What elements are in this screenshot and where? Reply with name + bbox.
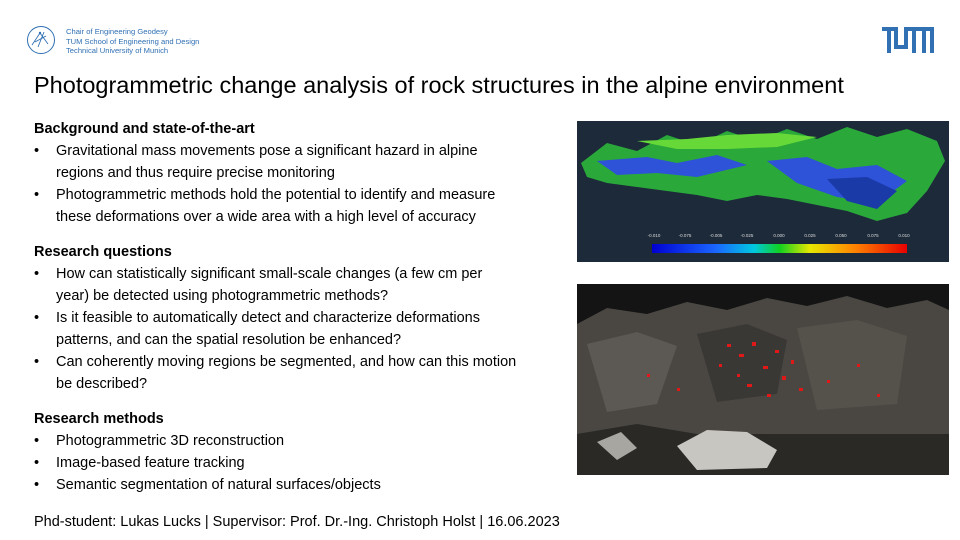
institution-line: Technical University of Munich [66, 46, 169, 56]
bullet-line: be described? [56, 376, 148, 392]
bullet-line: year) be detected using photogrammetric methods? [56, 288, 389, 304]
bullet-item [34, 263, 574, 307]
colorbar-tick-label: 0.025 [804, 233, 816, 238]
bullet-item [34, 351, 574, 395]
page-title: Photogrammetric change analysis of rock structures in the alpine environment [34, 72, 844, 98]
section-research-methods [34, 408, 574, 496]
bullet-item [34, 140, 574, 184]
content-body [34, 118, 574, 496]
colorbar-tick-label: -0.025 [740, 233, 754, 238]
bullet-item [34, 474, 574, 496]
section-research-questions [34, 241, 574, 395]
colorbar-tick-label: 0.010 [898, 233, 910, 238]
colorbar-tick-label: 0.000 [773, 233, 785, 238]
institution-line: Chair of Engineering Geodesy [66, 27, 168, 36]
university-seal-icon [26, 25, 56, 55]
bullet-line: regions and thus require precise monitoring [56, 165, 335, 181]
bullet-line: Gravitational mass movements pose a significant hazard in alpine [56, 143, 478, 159]
institution-block [66, 27, 199, 56]
colorbar-tick-label: -0.075 [678, 233, 692, 238]
institution-line: TUM School of Engineering and Design [66, 36, 200, 46]
colorbar-tick-label: -0.010 [647, 233, 661, 238]
tum-logo [882, 27, 934, 53]
bullet-item [34, 184, 574, 228]
bullet-line: Image-based feature tracking [56, 455, 245, 471]
bullet-line: patterns, and can the spatial resolution be enhanced? [56, 332, 402, 348]
bullet-item [34, 430, 574, 452]
bullet-line: Photogrammetric methods hold the potential to identify and measure [56, 187, 496, 203]
section-heading: Background and state-of-the-art [34, 121, 255, 137]
colorbar-tick-label: 0.050 [835, 233, 847, 238]
bullet-line: Can coherently moving regions be segmented, and how can this motion [56, 354, 517, 370]
rock-face-feature-tracking-image [577, 284, 949, 475]
bullet-line: Semantic segmentation of natural surfaces/objects [56, 477, 381, 493]
bullet-line: these deformations over a wide area with a high level of accuracy [56, 209, 476, 225]
bullet-line: How can statistically significant small-scale changes (a few cm per [56, 266, 483, 282]
bullet-line: Photogrammetric 3D reconstruction [56, 433, 285, 449]
colorbar [652, 244, 907, 253]
bullet-item [34, 307, 574, 351]
deformation-map-figure [577, 121, 949, 262]
section-background [34, 118, 574, 228]
bullet-item [34, 452, 574, 474]
section-heading: Research methods [34, 411, 164, 427]
section-heading: Research questions [34, 244, 172, 260]
colorbar-tick-label: 0.075 [867, 233, 879, 238]
footer-credits: Phd-student: Lukas Lucks | Supervisor: Prof. Dr.-Ing. Christoph Holst | 16.06.2023 [34, 514, 560, 530]
bullet-line: Is it feasible to automatically detect and characterize deformations [56, 310, 480, 326]
colorbar-tick-label: -0.005 [709, 233, 723, 238]
